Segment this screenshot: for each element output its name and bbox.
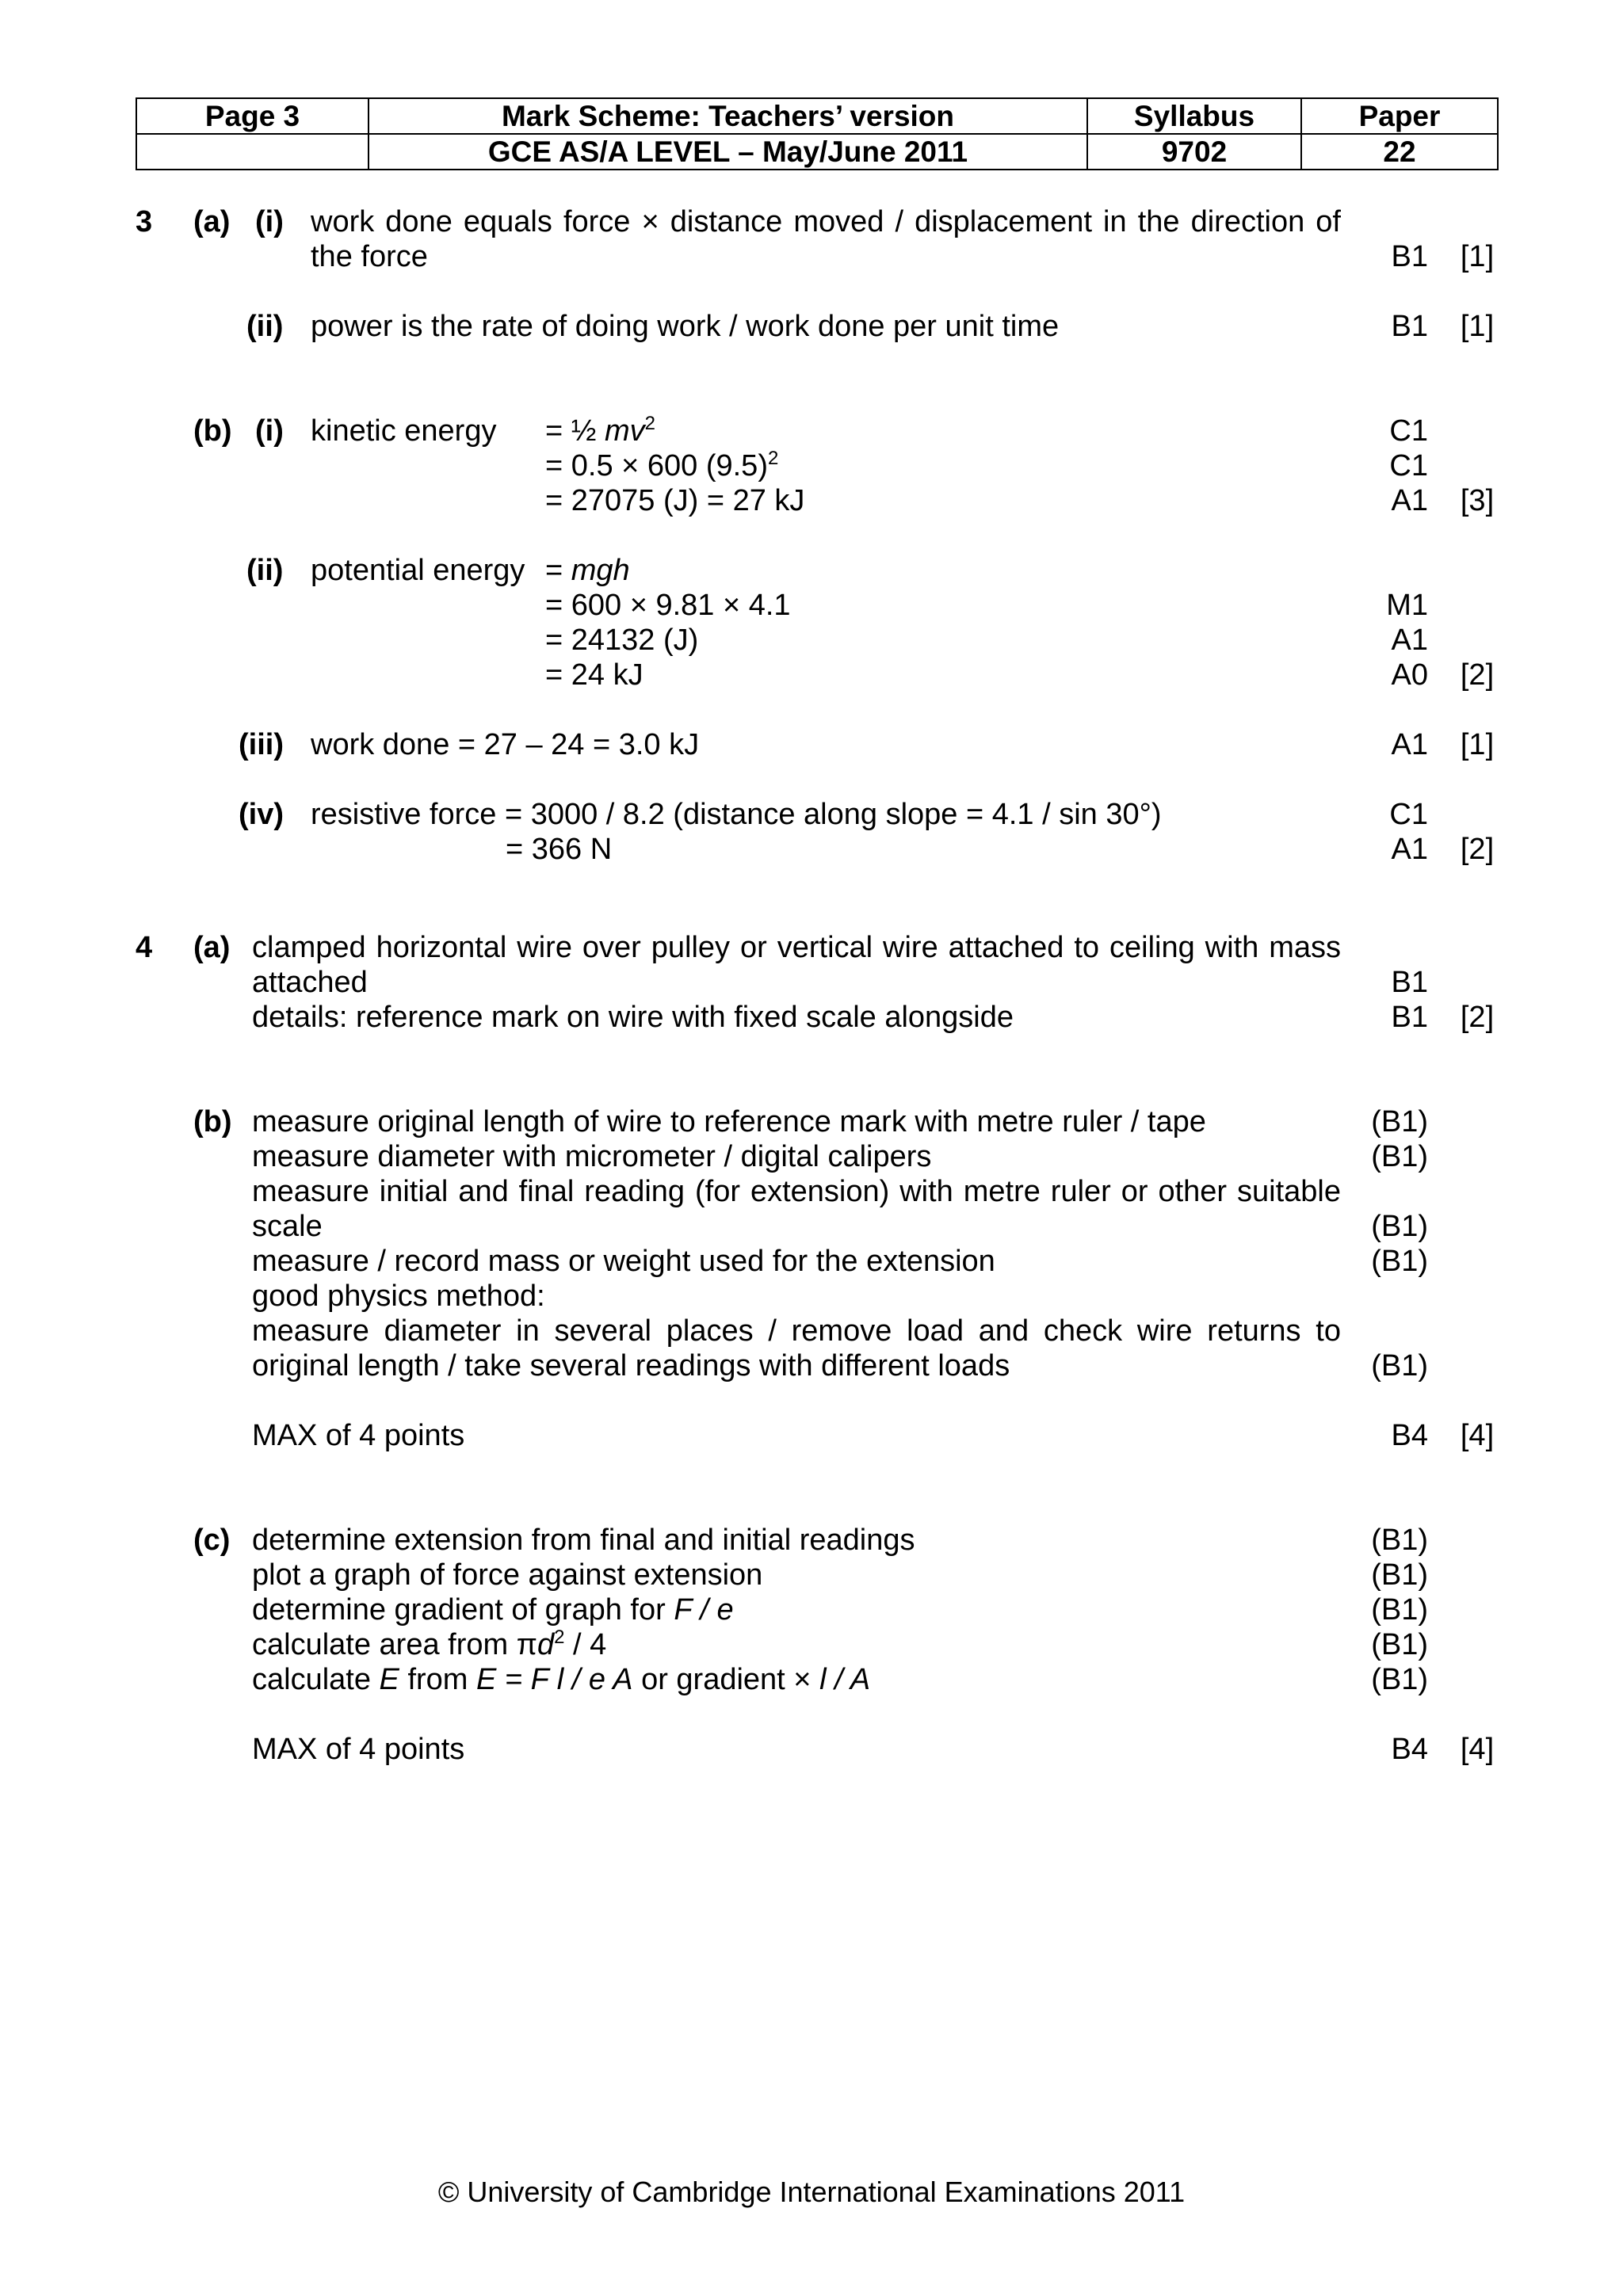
mark: (B1) [1371, 1628, 1428, 1661]
mark: C1 [1389, 798, 1428, 831]
equation-line: = 600 × 9.81 × 4.1 [545, 589, 791, 622]
part-label: (b) [193, 414, 232, 448]
mark: B4 [1391, 1419, 1428, 1452]
answer-text: power is the rate of doing work / work done per unit time [311, 310, 1060, 343]
max-points-text: MAX of 4 points [252, 1419, 465, 1452]
answer-text: determine extension from final and initial readings [252, 1524, 915, 1557]
question-number: 3 [136, 205, 153, 238]
paper-label: Paper [1301, 98, 1498, 134]
answer-text: calculate E from E = F l / e A or gradient × l / A [252, 1663, 871, 1696]
answer-text: measure original length of wire to reference mark with metre ruler / tape [252, 1105, 1206, 1138]
answer-text: details: reference mark on wire with fixed scale alongside [252, 1001, 1014, 1034]
mark: A1 [1391, 624, 1428, 657]
mark: B4 [1391, 1733, 1428, 1766]
subpart-label: (i) [255, 414, 284, 448]
mark: (B1) [1371, 1349, 1428, 1383]
mark: B1 [1391, 966, 1428, 999]
mark-total: [1] [1460, 728, 1495, 761]
mark: (B1) [1371, 1210, 1428, 1243]
mark: (B1) [1371, 1245, 1428, 1278]
answer-text: work done = 27 – 24 = 3.0 kJ [311, 728, 700, 761]
mark: (B1) [1371, 1558, 1428, 1592]
subpart-label: (iv) [239, 798, 284, 831]
answer-text: attached [252, 966, 368, 999]
mark: M1 [1386, 589, 1428, 622]
equation-line: = mgh [545, 554, 630, 587]
answer-text: calculate area from $\pi d^2 / 4$ [252, 1627, 607, 1661]
mark: (B1) [1371, 1663, 1428, 1696]
copyright-footer: © University of Cambridge International Examinations 2011 [437, 2176, 1186, 2208]
mark: (B1) [1371, 1140, 1428, 1173]
answer-text: the force [311, 240, 428, 273]
document-title: Mark Scheme: Teachers’ version [369, 98, 1087, 134]
mark-total: [4] [1460, 1733, 1495, 1766]
equation-line: = 24132 (J) [545, 624, 699, 657]
page-number: Page 3 [136, 98, 369, 134]
mark: A1 [1391, 484, 1428, 517]
answer-text: measure / record mass or weight used for the extension [252, 1245, 995, 1278]
answer-text: determine gradient of graph for F / e [252, 1593, 734, 1627]
mark: C1 [1389, 449, 1428, 482]
mark: A1 [1391, 833, 1428, 866]
quantity-label: potential energy [311, 554, 525, 587]
mark: B1 [1391, 240, 1428, 273]
mark: (B1) [1371, 1524, 1428, 1557]
subpart-label: (ii) [246, 310, 284, 343]
answer-text: plot a graph of force against extension [252, 1558, 763, 1592]
answer-text: scale [252, 1210, 323, 1243]
paper-number: 22 [1301, 134, 1498, 170]
max-points-text: MAX of 4 points [252, 1733, 465, 1766]
subpart-label: (ii) [246, 554, 284, 587]
equation-line: = 24 kJ [545, 658, 643, 692]
mark: A0 [1391, 658, 1428, 692]
equation-line: = ½ $mv^2$ [545, 413, 656, 448]
subpart-label: (iii) [239, 728, 284, 761]
part-label: (a) [193, 205, 231, 238]
question-number: 4 [136, 931, 153, 964]
mark: B1 [1391, 310, 1428, 343]
exam-session: GCE AS/A LEVEL – May/June 2011 [369, 134, 1087, 170]
answer-text: good physics method: [252, 1280, 545, 1313]
mark-total: [1] [1460, 310, 1495, 343]
mark: (B1) [1371, 1105, 1428, 1138]
answer-text: work done equals force × distance moved / displacement in the direction of [311, 205, 1341, 238]
mark-total: [2] [1460, 833, 1495, 866]
equation-line: = 0.5 × 600 $(9.5)^2$ [545, 448, 779, 482]
mark: A1 [1391, 728, 1428, 761]
part-label: (b) [193, 1105, 232, 1138]
mark: (B1) [1371, 1593, 1428, 1627]
mark: C1 [1389, 414, 1428, 448]
mark: B1 [1391, 1001, 1428, 1034]
mark-total: [2] [1460, 1001, 1495, 1034]
answer-text: measure initial and final reading (for extension) with metre ruler or other suitable [252, 1175, 1341, 1208]
subpart-label: (i) [255, 205, 284, 238]
answer-text: original length / take several readings with different loads [252, 1349, 1010, 1383]
mark-total: [2] [1460, 658, 1495, 692]
answer-text: measure diameter in several places / remove load and check wire returns to [252, 1314, 1341, 1348]
header-table [136, 97, 1499, 170]
answer-text: clamped horizontal wire over pulley or vertical wire attached to ceiling with mass [252, 931, 1341, 964]
answer-text: = 366 N [506, 833, 613, 866]
answer-text: measure diameter with micrometer / digital calipers [252, 1140, 932, 1173]
part-label: (a) [193, 931, 231, 964]
syllabus-label: Syllabus [1087, 98, 1301, 134]
quantity-label: kinetic energy [311, 414, 497, 448]
mark-total: [4] [1460, 1419, 1495, 1452]
equation-line: = 27075 (J) = 27 kJ [545, 484, 805, 517]
empty-cell [136, 134, 369, 170]
mark-total: [3] [1460, 484, 1495, 517]
syllabus-code: 9702 [1087, 134, 1301, 170]
part-label: (c) [193, 1524, 231, 1557]
answer-text: resistive force = 3000 / 8.2 (distance along slope = 4.1 / sin 30°) [311, 798, 1162, 831]
mark-total: [1] [1460, 240, 1495, 273]
